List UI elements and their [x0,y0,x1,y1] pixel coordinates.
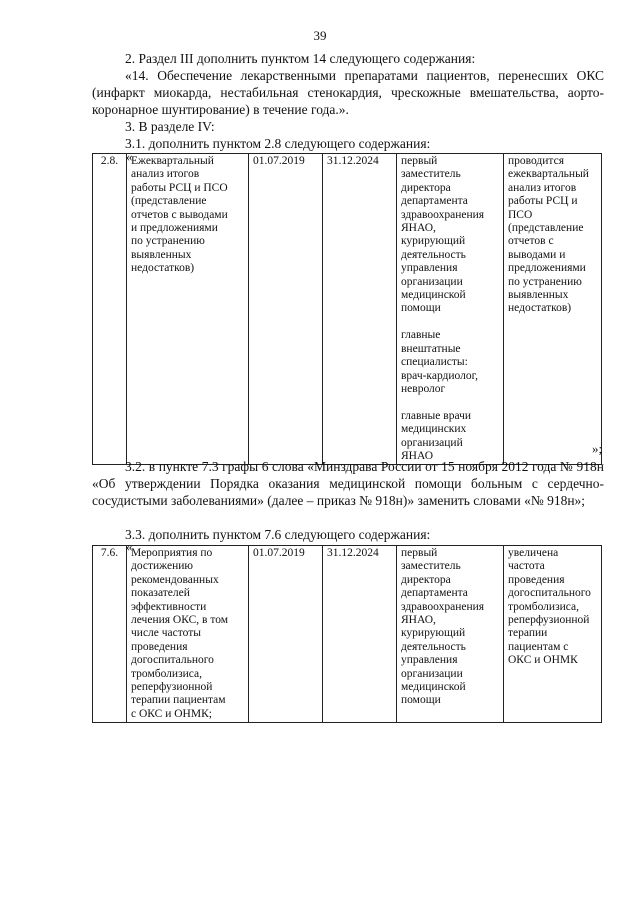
paragraph-3-3: 3.3. дополнить пунктом 7.6 следующего содержания: [125,527,431,542]
open-quote: « [126,149,133,164]
table-row [93,546,602,723]
table-item-2-8 [92,153,602,465]
paragraph-3-2: 3.2. в пункте 7.3 графы 6 слова «Минздрава России от 15 ноября 2012 года № 918н «Об утверждении Порядка оказания медицинской помощи больным с сердечно-сосудистыми заболеваниями» (далее – приказ № 918н)» заменить словами «№ 918н»; [92,459,604,508]
row-number: 2.8. [93,154,127,465]
paragraph-section-4: 3. В разделе IV: [125,119,215,134]
end-date-cell: 31.12.2024 [323,154,397,465]
row-number: 7.6. [93,546,127,723]
paragraph-item-14: «14. Обеспечение лекарственными препаратами пациентов, перенесших ОКС (инфаркт миокарда, нестабильная стенокардия, чрескожные вмешательства, аорто-коронарное шунтирование) в течение года.». [92,68,604,117]
open-quote-2: « [126,539,133,554]
paragraph-3-1: 3.1. дополнить пунктом 2.8 следующего содержания: [125,136,431,151]
paragraph-amend-section-3: 2. Раздел III дополнить пунктом 14 следующего содержания: [125,51,476,66]
responsible-cell: первый заместитель директора департамента здравоохранения ЯНАО, курирующий деятельность управления организации медицинской помощи [397,546,504,723]
measure-cell: Мероприятия по достижению рекомендованных показателей эффективности лечения ОКС, в том числе частоты проведения догоспитального тромболизиса, реперфузионной терапии пациентам с ОКС и ОНМК; [127,546,249,723]
table-item-7-6 [92,545,602,723]
page-number: 39 [313,28,327,43]
result-cell: увеличена частота проведения догоспитального тромболизиса, реперфузионной терапии пациентам с ОКС и ОНМК [504,546,602,723]
end-date-cell: 31.12.2024 [323,546,397,723]
close-quote: »; [592,441,603,456]
measure-cell: Ежеквартальный анализ итогов работы РСЦ и ПСО (представление отчетов с выводами и предложениями по устранению выявленных недостатков) [127,154,249,465]
table-row [93,154,602,465]
result-cell: проводится ежеквартальный анализ итогов работы РСЦ и ПСО (представление отчетов с выводами и предложениями по устранению выявленных недостатков) [504,154,602,465]
start-date-cell: 01.07.2019 [249,546,323,723]
start-date-cell: 01.07.2019 [249,154,323,465]
responsible-cell: первый заместитель директора департамента здравоохранения ЯНАО, курирующий деятельность управления организации медицинской помощи главные внештатные специалисты: врач-кардиолог, невролог главные врачи медицинских организаций ЯНАО [397,154,504,465]
